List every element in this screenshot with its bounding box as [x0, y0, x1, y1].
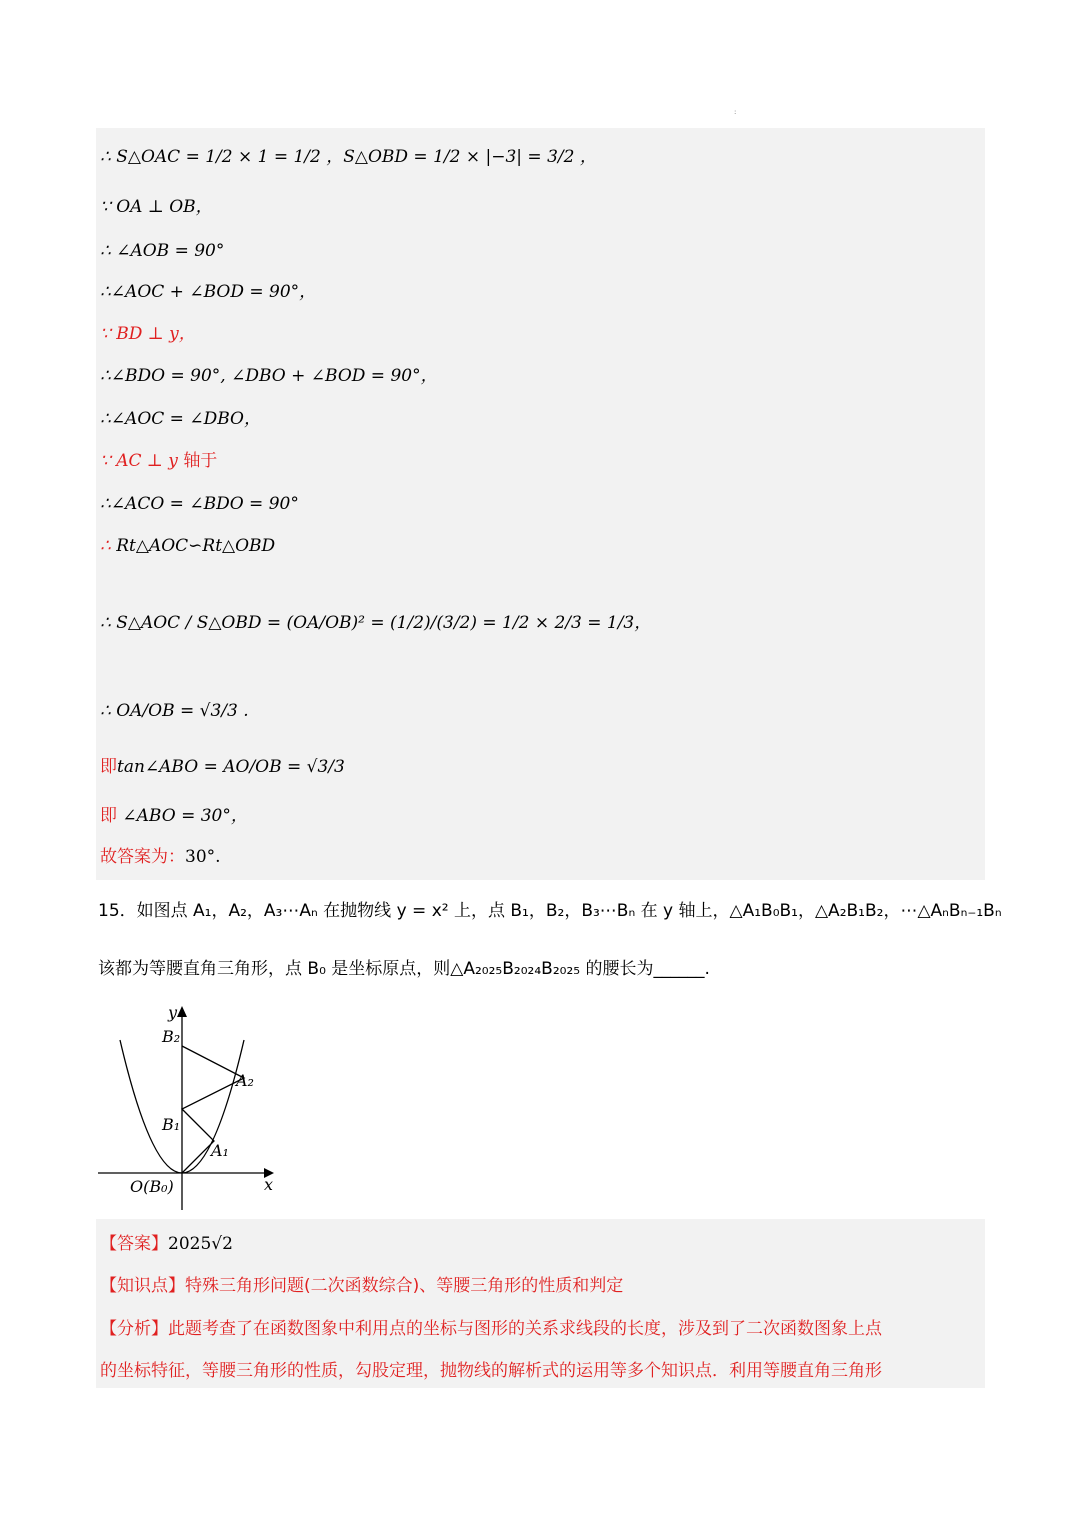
analysis-text-1: 此题考查了在函数图象中利用点的坐标与图形的关系求线段的长度，涉及到了二次函数图象上点: [168, 1319, 882, 1339]
solution-line-15: [100, 846, 221, 868]
problem-line-1: 15．如图点 A₁，A₂，A₃⋯Aₙ 在抛物线 y = x² 上，点 B₁，B₂，B₃⋯Bₙ 在 y 轴上，△A₁B₀B₁，△A₂B₁B₂，⋯△AₙBₙ₋₁Bₙ: [98, 901, 1002, 921]
solution-line-4: ∴∠AOC + ∠BOD = 90°，: [100, 282, 317, 302]
solution-line-9: ∴∠ACO = ∠BDO = 90°: [100, 494, 299, 514]
solution-line-13: [100, 756, 345, 778]
label-b2: B₂: [162, 1027, 181, 1046]
solution-line-14-label: 即: [100, 806, 123, 826]
solution-line-14: [100, 805, 248, 827]
answer-tag: 【答案】: [100, 1234, 168, 1254]
knowledge-text: 特殊三角形问题(二次函数综合)、等腰三角形的性质和判定: [185, 1276, 624, 1296]
solution-block: [96, 128, 985, 880]
answer-line: [100, 1229, 233, 1254]
solution-line-10: [100, 535, 275, 557]
solution-line-5: ∵ BD ⊥ y，: [100, 324, 196, 344]
solution-line-7: ∴∠AOC = ∠DBO，: [100, 409, 261, 429]
analysis-tag: 【分析】: [100, 1319, 168, 1339]
y-axis-arrow: [177, 1006, 187, 1017]
x-axis-label: x: [264, 1175, 274, 1194]
answer-value: 2025√2: [168, 1234, 233, 1254]
knowledge-line: [100, 1271, 623, 1296]
solution-line-14-math: ∠ABO = 30°，: [122, 806, 248, 826]
label-b1: B₁: [162, 1115, 181, 1134]
knowledge-tag: 【知识点】: [100, 1276, 185, 1296]
analysis-line-1: [100, 1314, 882, 1339]
solution-line-10-therefore: ∴: [100, 536, 117, 556]
problem-line-2: 该都为等腰直角三角形，点 B₀ 是坐标原点，则△A₂₀₂₅B₂₀₂₄B₂₀₂₅ 的腰长为______.: [98, 959, 710, 979]
analysis-line-2: 的坐标特征，等腰三角形的性质，勾股定理，抛物线的解析式的运用等多个知识点．利用等腰直角三角形: [100, 1361, 882, 1381]
answer-block: [96, 1219, 985, 1388]
label-a2: A₂: [236, 1071, 254, 1090]
solution-line-6: ∴∠BDO = 90°, ∠DBO + ∠BOD = 90°，: [100, 366, 438, 386]
label-a1: A₁: [211, 1141, 229, 1160]
solution-line-8: [100, 450, 217, 472]
solution-line-8-text: 轴于: [183, 451, 218, 471]
solution-line-8-math: ∵ AC ⊥ y: [100, 451, 184, 471]
label-origin: O(B₀): [130, 1177, 174, 1196]
solution-line-3: ∴ ∠AOB = 90°: [100, 241, 225, 261]
solution-line-10-math: Rt△AOC∽Rt△OBD: [116, 536, 276, 556]
page-mark: :: [734, 108, 737, 116]
solution-line-2: ∵ OA ⊥ OB，: [100, 197, 213, 217]
solution-line-11: ∴ S△AOC / S△OBD = (OA/OB)² = (1/2)/(3/2) = 1/2 × 2/3 = 1/3，: [100, 613, 652, 633]
solution-line-13-math: tan∠ABO = AO/OB = √3/3: [117, 757, 345, 777]
solution-line-1: ∴ S△OAC = 1/2 × 1 = 1/2 ，S△OBD = 1/2 × |−3| = 3/2 ，: [100, 147, 597, 167]
solution-line-15-label: 故答案为：: [100, 847, 185, 867]
y-axis-label: y: [168, 1004, 178, 1022]
solution-line-12: ∴ OA/OB = √3/3 .: [100, 701, 249, 721]
solution-line-15-value: 30°.: [185, 847, 221, 867]
solution-line-13-label: 即: [100, 757, 117, 777]
parabola-figure: [96, 1004, 286, 1216]
